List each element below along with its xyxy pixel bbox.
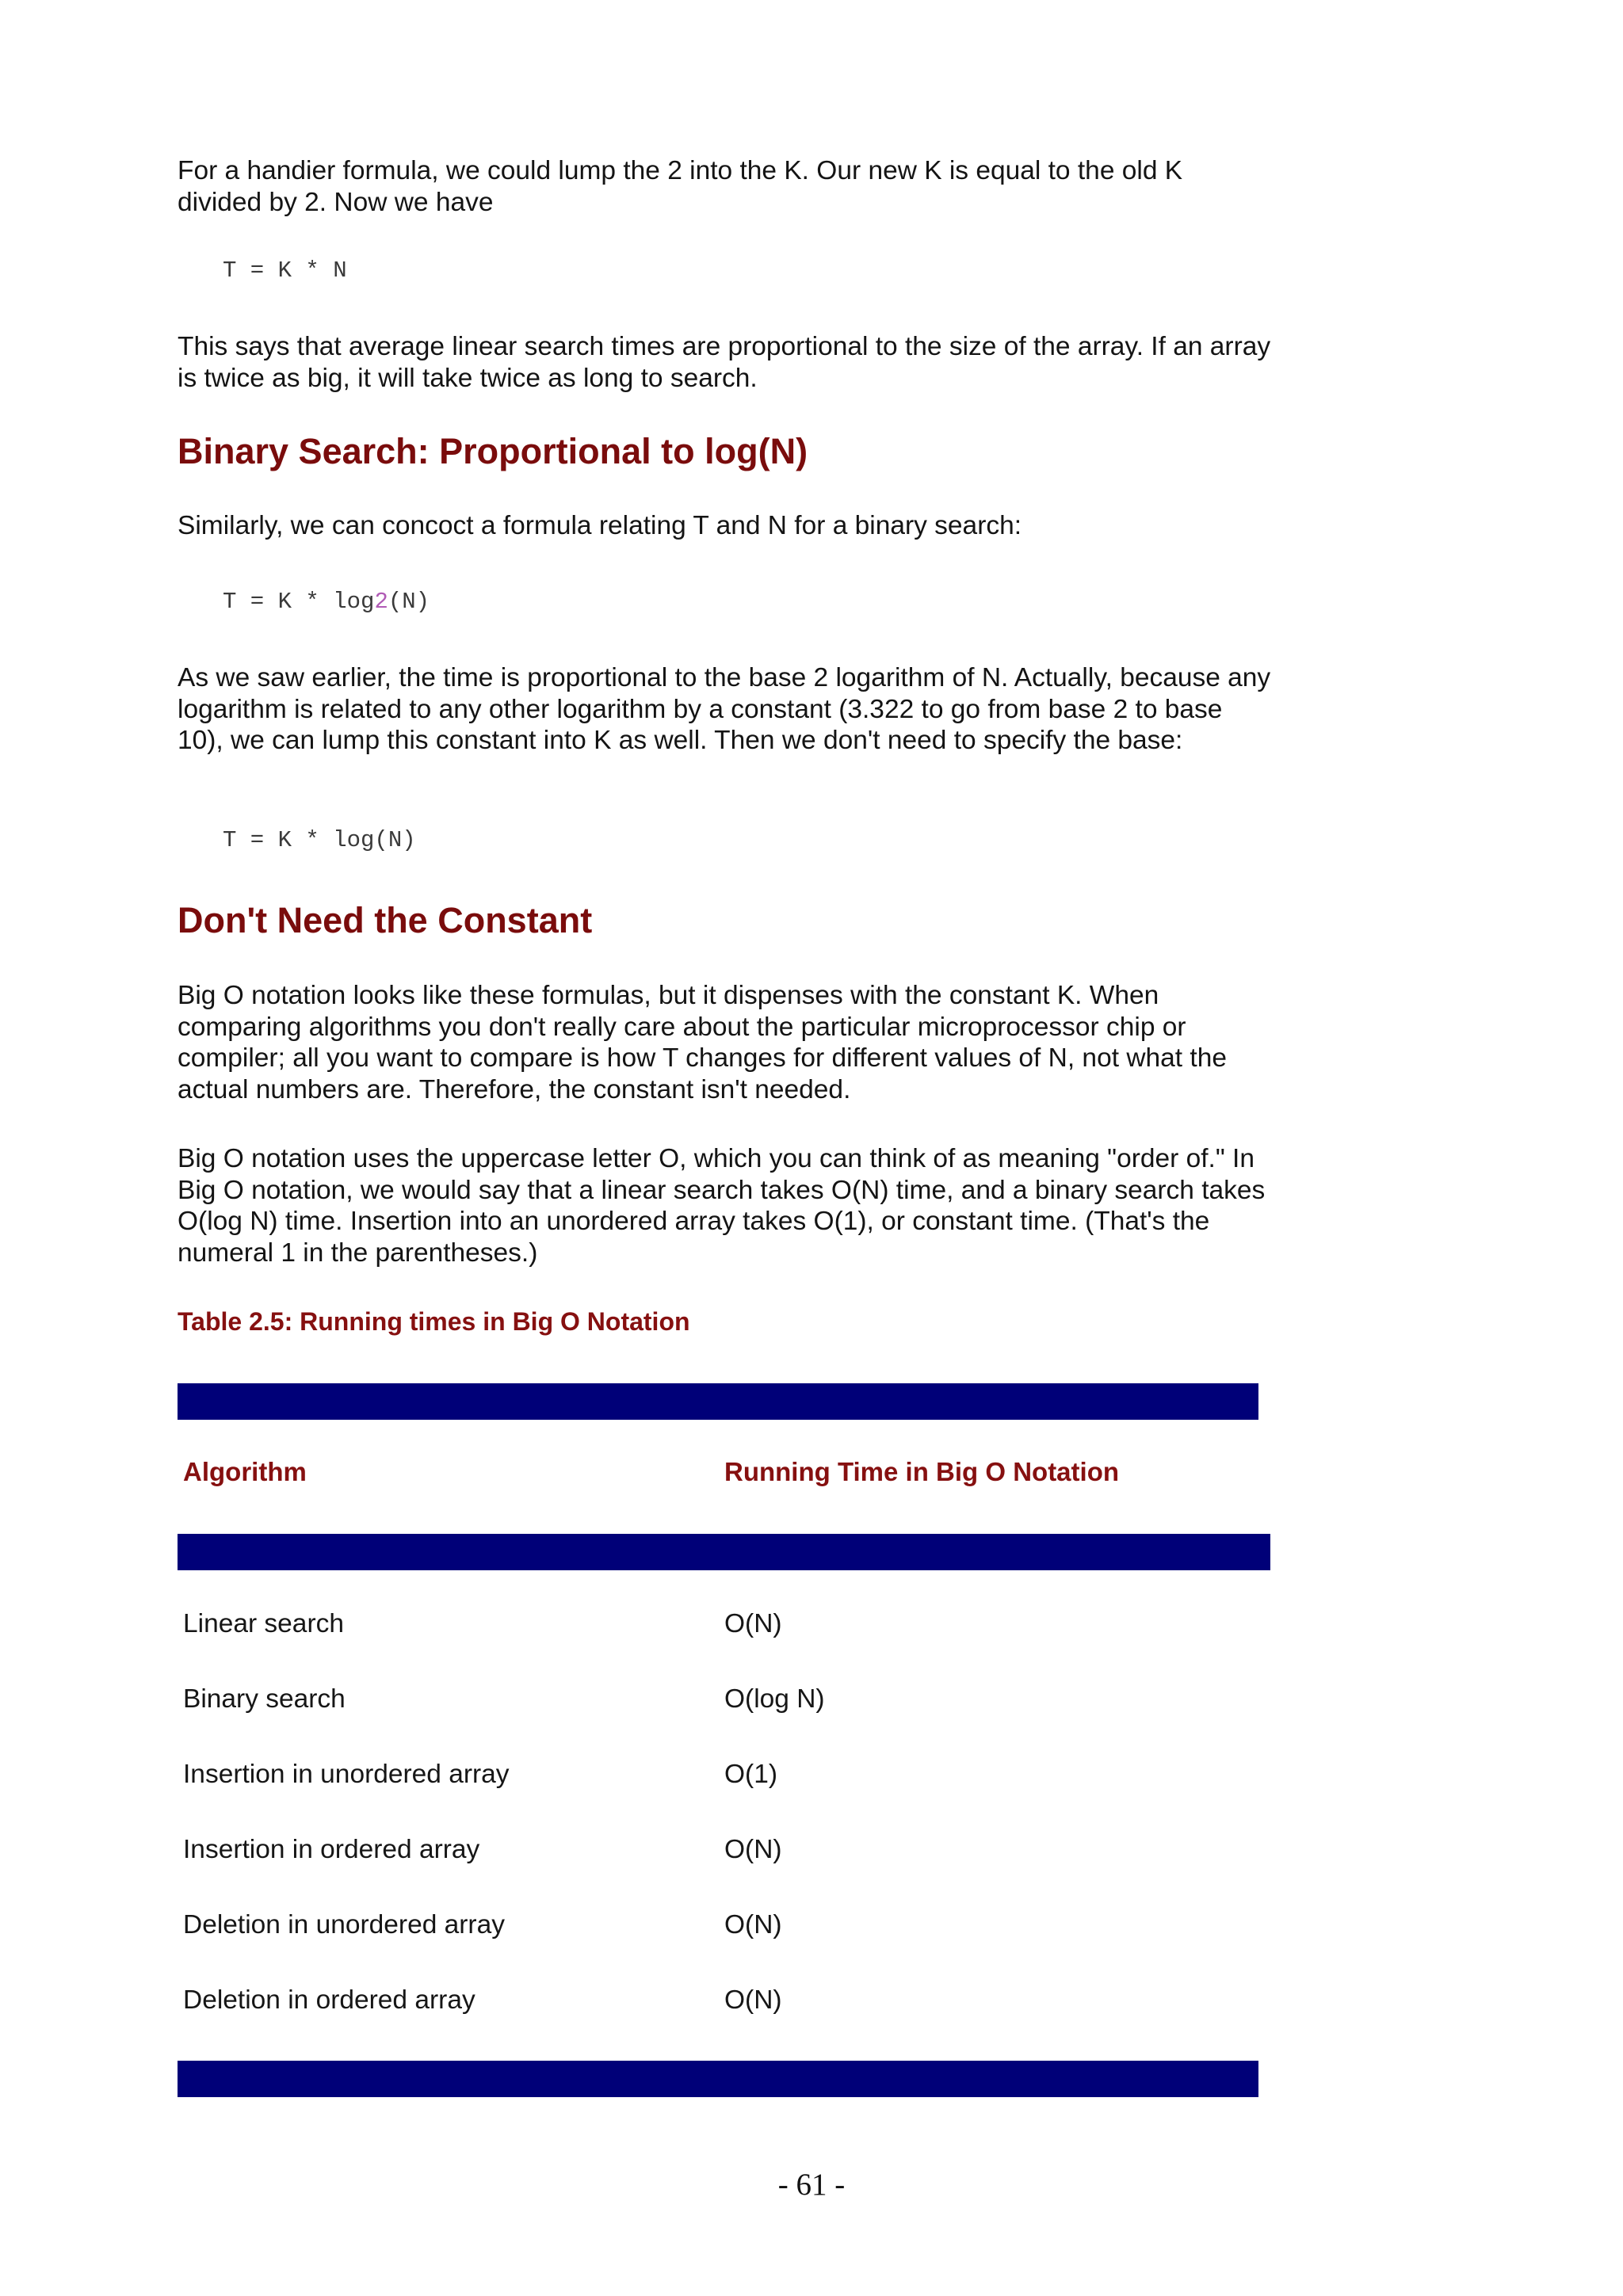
formula-binary-prefix: T = K * log <box>223 589 375 615</box>
cell-running-time: O(N) <box>724 1985 782 2015</box>
heading-binary-search: Binary Search: Proportional to log(N) <box>178 431 808 471</box>
paragraph-binary-formula-intro: Similarly, we can concoct a formula relating T and N for a binary search: <box>178 511 1022 540</box>
table-bottom-bar <box>178 2061 1258 2097</box>
cell-running-time: O(N) <box>724 1609 782 1638</box>
cell-algorithm: Deletion in ordered array <box>183 1985 475 2015</box>
table-header-algorithm: Algorithm <box>183 1457 307 1486</box>
formula-linear: T = K * N <box>223 257 347 284</box>
cell-running-time: O(log N) <box>724 1684 825 1714</box>
formula-binary-log2 <box>178 588 430 616</box>
log-base-subscript: 2 <box>374 589 388 615</box>
formula-binary-suffix: (N) <box>388 589 430 615</box>
cell-running-time: O(1) <box>724 1760 777 1789</box>
cell-algorithm: Insertion in unordered array <box>183 1760 510 1789</box>
cell-algorithm: Binary search <box>183 1684 346 1714</box>
paragraph-order-of: Big O notation uses the uppercase letter O, which you can think of as meaning "order of." In Big O notation, we would say that a linear search takes O(N) time, and a binary search takes O(log N) time. Insertion into an unordered array takes O(1), or constant time. (That's the numeral 1 in the parentheses.) <box>178 1144 1266 1268</box>
cell-running-time: O(N) <box>724 1835 782 1864</box>
paragraph-lump-constant: For a handier formula, we could lump the 2 into the K. Our new K is equal to the old K divided by 2. Now we have <box>178 156 1183 217</box>
formula-binary-log: T = K * log(N) <box>223 827 416 853</box>
cell-algorithm: Insertion in ordered array <box>183 1835 480 1864</box>
table-header-divider-bar <box>178 1534 1270 1570</box>
table-header-running-time: Running Time in Big O Notation <box>724 1457 1120 1486</box>
cell-algorithm: Deletion in unordered array <box>183 1910 505 1939</box>
heading-dont-need-constant: Don't Need the Constant <box>178 900 593 940</box>
page-number: - 61 - <box>777 2168 846 2202</box>
cell-algorithm: Linear search <box>183 1609 344 1638</box>
paragraph-linear-proportional: This says that average linear search times are proportional to the size of the array. If an array is twice as big, it will take twice as long to search. <box>178 332 1271 393</box>
table-top-bar <box>178 1383 1258 1420</box>
table-caption: Table 2.5: Running times in Big O Notation <box>178 1307 690 1336</box>
cell-running-time: O(N) <box>724 1910 782 1939</box>
paragraph-big-o-intro: Big O notation looks like these formulas, but it dispenses with the constant K. When comparing algorithms you don't really care about the particular microprocessor chip or compiler; all you want to compare is how T changes for different values of N, not what the actual numbers are. Therefore, the constant isn't needed. <box>178 981 1227 1104</box>
paragraph-log-base: As we saw earlier, the time is proportional to the base 2 logarithm of N. Actually, because any logarithm is related to any other logarithm by a constant (3.322 to go from base 2 to base 10), we can lump this constant into K as well. Then we don't need to specify the base: <box>178 663 1271 755</box>
